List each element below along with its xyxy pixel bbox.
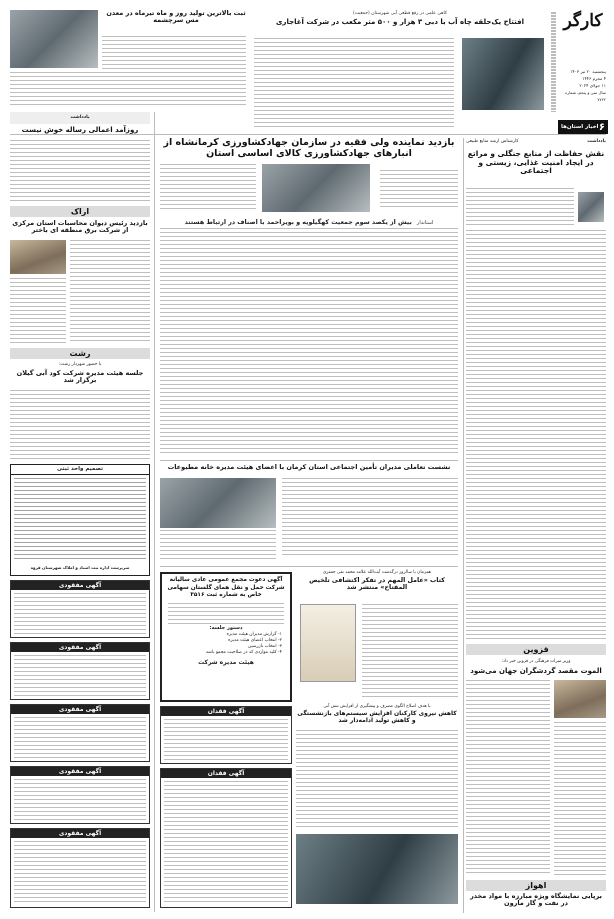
story-title: افتتاح یک‌حلقه چاه آب با دبی ۳ هزار و ۵۰۰ متر مکعب در شرکت آغاجاری <box>276 18 524 26</box>
note-body <box>466 188 574 226</box>
qazvin-body <box>466 680 550 876</box>
notice-ad-body <box>14 717 146 759</box>
book-story <box>296 570 458 702</box>
date-line: ۱۱ جولای ۲۰۲۴ <box>579 83 606 88</box>
story-title: ثبت بالاترین تولید روز و ماه تیرماه در معدن مس سرچشمه <box>106 9 246 25</box>
kerman-body <box>282 478 458 558</box>
main-body <box>160 164 256 210</box>
rasht-title: جلسه هیئت مدیره شرکت کود آبی گیلان برگزار شد <box>16 369 144 385</box>
book-body <box>362 604 458 700</box>
meeting-item: ۱- گزارش مدیران هیئت مدیره <box>226 631 282 637</box>
book-cover <box>300 604 356 682</box>
meeting-item: ۴- کلیه مواردی که در صلاحیت مجمع باشد <box>205 649 282 655</box>
book-title: کتاب «عامل المهم در تفکر اکتشافی تلخیص المفتاح» منتشر شد <box>309 577 445 592</box>
meeting-item: ۳- انتخاب بازرسین <box>248 643 282 649</box>
notice-ad-title: آگهی فقدان <box>161 769 291 778</box>
right-column <box>466 138 606 908</box>
notice-ad-title: آگهی فقدان <box>161 707 291 716</box>
section-band-qazvin: قزوین <box>466 644 606 655</box>
note-header <box>466 138 606 146</box>
notice-ad-title: آگهی مفقودی <box>11 767 149 776</box>
logo: کارگر <box>563 11 603 31</box>
issue-number: سال سی و پنجم، شماره ۷۷۲۲ <box>565 90 606 102</box>
notice-ad-body <box>14 841 146 905</box>
rasht-body <box>10 390 150 460</box>
notice-ad <box>10 766 150 824</box>
kohgiluyeh-title: بیش از یکصد سوم جمعیت کهگیلویه و بویراحمد با اصناف در ارتباط هستند <box>184 219 412 226</box>
story-body <box>10 72 246 108</box>
edition-bar <box>558 120 608 134</box>
masthead-vertical-strip <box>551 12 556 112</box>
left-column <box>10 112 150 912</box>
section-band-ahvaz: اهواز <box>466 880 606 891</box>
story-photo <box>10 10 98 68</box>
notice-ad-body <box>14 655 146 697</box>
date-line: پنجشنبه ۲۰ تیر ۱۴۰۳ <box>570 69 606 74</box>
water-body <box>296 730 458 830</box>
notice-ad-body <box>164 781 288 903</box>
tender-notice <box>10 464 150 576</box>
column-divider <box>154 112 155 912</box>
kerman-body <box>160 530 276 560</box>
section-band-rasht: رشت <box>10 348 150 359</box>
qazvin-body <box>554 722 606 876</box>
kohgiluyeh-body <box>160 228 458 456</box>
note-body <box>466 230 606 640</box>
notice-ad-body <box>14 779 146 821</box>
story1-body <box>10 140 150 204</box>
water-story <box>296 704 458 908</box>
qazvin-kicker: وزیر میراث فرهنگی در قزوین خبر داد: <box>501 659 571 664</box>
notice-ad-body <box>14 593 146 635</box>
column-divider <box>463 138 464 913</box>
author-photo <box>578 192 604 222</box>
notice-ad <box>160 768 292 908</box>
qazvin-photo <box>554 680 606 718</box>
story-body <box>254 38 454 128</box>
note-label: یادداشت <box>70 115 90 120</box>
water-title: کاهش نیروی کارکنان افزایش سیستم‌های بازنشستگی و کاهش تولید ادامه‌دار شد <box>297 710 457 724</box>
arak-body <box>10 278 66 344</box>
note-header <box>10 112 150 124</box>
rasht-kicker: با حضور شهردار رشت: <box>58 362 102 367</box>
arak-title: بازدید رئیس دیوان محاسبات استان مرکزی از شرکت برق منطقه ای باختر <box>12 219 148 235</box>
note-label: یادداشت <box>587 139 606 144</box>
date-line: ۴ محرم ۱۴۴۶ <box>582 76 606 81</box>
meeting-ad <box>160 572 292 702</box>
ahvaz-title: برپایی نمایشگاه ویژه مبارزه با مواد مخدر در نفت و گاز مارون <box>470 892 602 908</box>
tender-title: تصمیم واحد ثبتی <box>11 465 149 475</box>
kerman-title: نشست تعاملی مدیران تأمین اجتماعی استان کرمان با اعضای هیئت مدیره خانه مطبوعات <box>167 463 451 471</box>
tender-footer: سرپرست اداره ثبت اسناد و املاک شهرستان قروه <box>30 565 130 570</box>
story1-title: روزآمد اعمالی رساله خوش نیست <box>21 126 139 134</box>
notice-ad <box>10 828 150 908</box>
story-body <box>102 36 246 70</box>
section-band-arak: اراک <box>10 206 150 217</box>
notice-ad <box>160 706 292 764</box>
arak-photo <box>10 240 66 274</box>
main-headline: بازدید نماینده ولی فقیه در سازمان جهادکشاورزی کرمانشاه از انبارهای جهادکشاورزی کالای اساسی استان <box>163 137 455 159</box>
main-body <box>380 170 458 210</box>
meeting-ad-body <box>168 603 284 625</box>
main-photo <box>262 164 370 212</box>
notice-ad-title: آگهی مفقودی <box>11 829 149 838</box>
kohgiluyeh-story <box>160 214 458 459</box>
top-story <box>254 10 546 130</box>
notice-ad-title: آگهی مفقودی <box>11 643 149 652</box>
meeting-ad-title: آگهی دعوت مجمع عمومی عادی سالیانه شرکت حمل و نقل همای گلستان سهامی خاص به شماره ثبت ۳۵۱۶ <box>162 574 290 603</box>
meeting-ad-sub: دستور جلسه: <box>209 624 243 631</box>
kerman-story <box>160 464 458 564</box>
notice-ad <box>10 580 150 638</box>
kohgiluyeh-header <box>160 214 458 228</box>
kohgiluyeh-kicker: استاندار <box>416 220 434 226</box>
divider <box>160 460 458 461</box>
story-kicker: کاهی علمی در رفع قطعی آبی شهرستان (جمعیت) <box>352 11 448 16</box>
masthead-dates <box>560 68 606 103</box>
notice-ad-title: آگهی مفقودی <box>11 581 149 590</box>
water-photo <box>296 834 458 904</box>
notice-ad <box>10 704 150 762</box>
top-left-story <box>10 10 246 110</box>
qazvin-title: الموت مقصد گردشگران جهان می‌شود <box>470 667 602 675</box>
divider <box>160 566 458 567</box>
masthead <box>560 10 606 130</box>
book-kicker: همزمان با سالروز درگذشت آیت‌الله علامه محمد تقی جعفری <box>322 570 432 575</box>
water-kicker: با هدف اصلاح الگوی مصرف و پیشگیری از افزایش تنش آبی <box>323 704 431 709</box>
kerman-photo <box>160 478 276 528</box>
tender-body <box>14 478 146 562</box>
notice-ad <box>10 642 150 700</box>
meeting-item: ۲- انتخاب اعضای هیئت مدیره <box>228 637 282 643</box>
note-title: نقش حفاظت از منابع جنگلی و مراتع در ایجاد امنیت غذایی، زیستی و اجتماعی <box>467 149 605 176</box>
arak-body <box>70 240 150 344</box>
meeting-sign: هیئت مدیره شرکت <box>198 658 254 666</box>
notice-ad-body <box>164 719 288 761</box>
note-kicker: کارشناس ارشد منابع طبیعی <box>466 139 519 144</box>
page-number: ۶ <box>598 121 605 133</box>
edition-label: اخبار استان‌ها <box>561 124 599 130</box>
story-photo <box>462 38 544 110</box>
notice-ad-title: آگهی مفقودی <box>11 705 149 714</box>
